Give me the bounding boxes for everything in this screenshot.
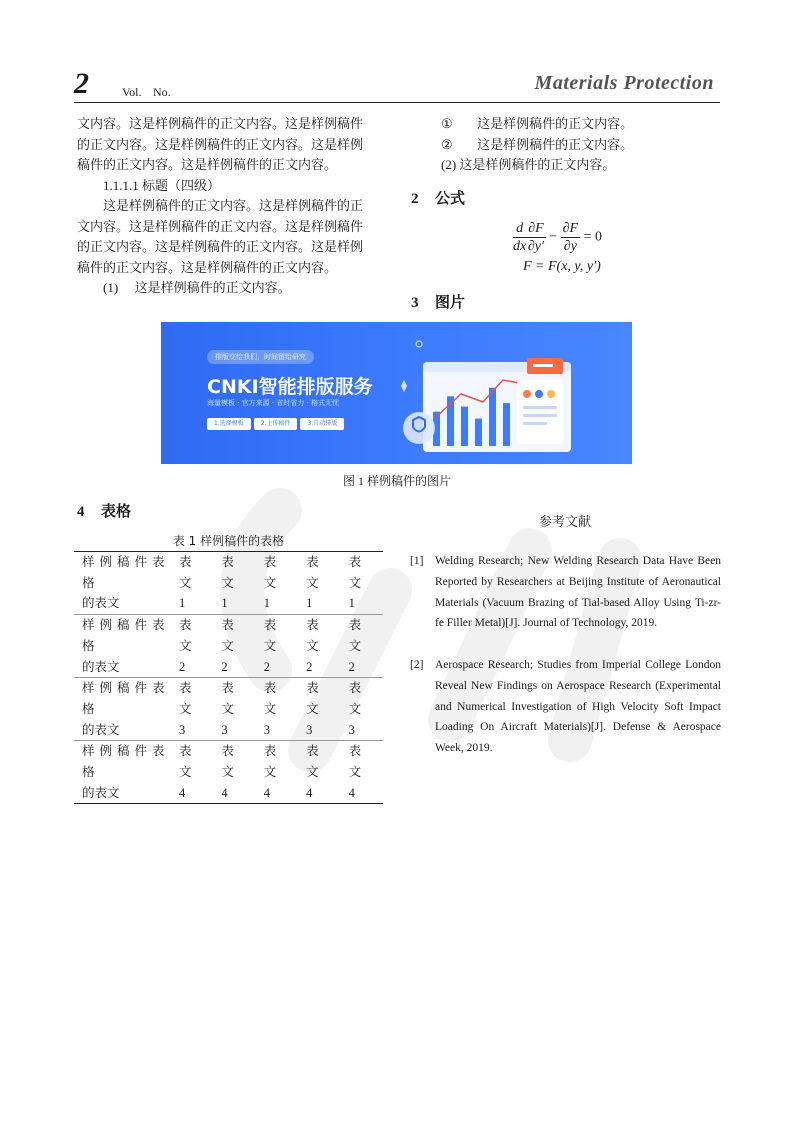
section-title: 公式 — [435, 189, 466, 207]
table-cell: 表文 — [178, 744, 197, 780]
table-cell: 表文 — [221, 555, 239, 590]
table-cell: 1 — [256, 593, 298, 614]
table-cell-label: 的表文 — [74, 720, 171, 741]
fraction-d-dx — [513, 220, 526, 255]
section-heading-table — [77, 500, 131, 521]
figure-caption: 图 1 样例稿件的图片 — [342, 474, 451, 488]
table-cell: 表文 — [348, 681, 367, 716]
table-cell: 表文 — [221, 744, 239, 780]
table-cell: 表文 — [263, 744, 282, 780]
banner-subtitle: 海量模板 · 官方来源 · 省时省力 · 格式无忧 — [207, 399, 340, 407]
illustration-dot — [547, 390, 555, 398]
table-cell: 表文 — [263, 618, 282, 653]
illustration-dot — [523, 390, 531, 398]
table-cell: 4 — [263, 785, 270, 800]
table-cell: 表文 — [263, 681, 282, 716]
fraction-dF-dy — [561, 220, 580, 255]
section-heading-figure — [411, 291, 465, 312]
table-cell: 2 — [341, 657, 383, 678]
reference-text: Aerospace Research; Studies from Imperial College London Reveal New Findings on Aerospace Research (Experimental and Numerical Investigation of High Velocity Soft Impact Loading On Aircraft Materials)[J]. Defense & Aerospace Week, 2019. — [435, 659, 721, 755]
body-line: 稿件的正文内容。这是样例稿件的正文内容。 — [77, 157, 338, 172]
table-cell-label: 样例稿件表格 — [82, 618, 170, 653]
table-cell: 2 — [298, 657, 340, 678]
body-line: 稿件的正文内容。这是样例稿件的正文内容。 — [77, 259, 338, 275]
fraction-numerator: d — [513, 220, 526, 238]
illustration-text-line — [523, 422, 547, 425]
illustration-bar — [503, 403, 510, 446]
illustration-bar — [475, 419, 482, 446]
illustration-bar — [461, 407, 468, 446]
table-cell: 1 — [298, 593, 340, 614]
table-row — [74, 720, 383, 741]
list-item — [77, 278, 382, 299]
fraction-denominator: ∂y′ — [527, 239, 545, 254]
body-line: 这是样例稿件的正文内容。这是样例稿件的正 — [103, 198, 364, 213]
table-cell: 表文 — [221, 618, 239, 653]
equals-zero: = 0 — [583, 229, 602, 245]
list-item-number: (1) — [103, 280, 119, 295]
table-cell: 表文 — [306, 618, 324, 653]
section-number: 2 — [411, 191, 419, 207]
page-number: 2 — [74, 67, 89, 100]
banner-step: 3.自动排版 — [300, 418, 344, 430]
table-cell: 表文 — [221, 681, 239, 716]
issue-label: No. — [153, 85, 171, 99]
body-line: 文内容。这是样例稿件的正文内容。这是样例稿件 — [77, 218, 364, 234]
body-line: 的正文内容。这是样例稿件的正文内容。这是样例 — [77, 239, 364, 254]
table-cell-label: 的表文 — [74, 657, 171, 678]
table-cell: 4 — [221, 785, 228, 800]
fraction-numerator: ∂F — [562, 221, 579, 236]
table-caption: 表 1 样例稿件的表格 — [172, 534, 285, 548]
circle-list-item — [441, 135, 633, 156]
reference-item — [410, 655, 721, 759]
fraction-numerator: ∂F — [528, 221, 544, 236]
body-line: 文内容。这是样例稿件的正文内容。这是样例稿件 — [77, 116, 364, 131]
table-cell: 表文 — [306, 681, 324, 716]
table-cell: 1 — [213, 593, 255, 614]
table-cell: 4 — [348, 785, 355, 800]
table-cell-label: 的表文 — [74, 593, 171, 614]
table-cell: 4 — [178, 785, 186, 800]
circle-item-text: 这是样例稿件的正文内容。 — [477, 137, 634, 152]
reference-number: [1] — [410, 555, 424, 567]
sample-table — [74, 551, 383, 804]
banner-illustration — [391, 336, 626, 460]
section-title: 表格 — [101, 502, 132, 520]
subheading-level4: 1.1.1.1 标题（四级） — [103, 177, 221, 193]
table-cell: 2 — [171, 657, 213, 678]
illustration-dot — [535, 390, 543, 398]
fraction-dF-dy-prime — [526, 220, 545, 255]
table-cell: 3 — [298, 720, 340, 741]
table-cell: 表文 — [348, 744, 367, 780]
illustration-card-line — [533, 364, 553, 367]
table-row — [74, 615, 383, 657]
table-row — [74, 593, 383, 614]
fraction-denominator: ∂y — [563, 239, 577, 254]
formula-line-2: F = F(x, y, y′) — [523, 259, 601, 274]
table-cell: 表文 — [178, 618, 197, 653]
banner-steps — [207, 418, 344, 430]
header-rule — [74, 102, 720, 103]
circle-list-item — [441, 114, 633, 135]
cnki-banner-image — [161, 322, 632, 464]
table-cell: 1 — [171, 593, 213, 614]
reference-item — [410, 551, 721, 634]
volume-label: Vol. — [122, 85, 142, 99]
banner-tag: 排版交给我们，时间留给研究 — [207, 350, 314, 364]
section-title: 图片 — [435, 293, 466, 311]
table-row — [74, 783, 383, 804]
table-cell-label: 样例稿件表格 — [82, 681, 170, 716]
references-title: 参考文献 — [538, 515, 591, 530]
table-row — [74, 552, 383, 594]
table-cell: 表文 — [306, 744, 324, 780]
reference-text: Welding Research; New Welding Research Data Have Been Reported by Researchers at Beijing Institute of Aeronautical Materials (Vacuum Brazing of Tial-based Alloy Using Ti-zr-fe Filler Metal)[J]. Journal of Technology, 2019. — [435, 555, 721, 630]
illustration-bar — [489, 388, 496, 446]
table-cell: 3 — [341, 720, 383, 741]
reference-number: [2] — [410, 659, 424, 671]
table-row — [74, 678, 383, 720]
table-cell: 表文 — [263, 555, 282, 590]
decor-circle-icon — [416, 341, 422, 347]
euler-lagrange-formula — [513, 220, 602, 275]
section-number: 4 — [77, 504, 85, 520]
circle-item-text: 这是样例稿件的正文内容。 — [477, 116, 634, 131]
table-cell: 4 — [306, 785, 313, 800]
table-cell-label: 的表文 — [82, 785, 120, 800]
table-cell: 2 — [256, 657, 298, 678]
table-cell: 表文 — [178, 555, 197, 590]
table-cell: 表文 — [348, 555, 367, 590]
list-item-text: 这是样例稿件的正文内容。 — [134, 280, 291, 295]
circle-marker: ① — [441, 116, 453, 131]
banner-title: CNKI智能排版服务 — [207, 376, 373, 398]
table-row — [74, 657, 383, 678]
table-cell-label: 样例稿件表格 — [82, 744, 170, 780]
sparkle-icon — [401, 380, 407, 392]
banner-step: 2.上传稿件 — [254, 418, 298, 430]
table-cell: 表文 — [306, 555, 324, 590]
body-line: 的正文内容。这是样例稿件的正文内容。这是样例 — [77, 136, 364, 152]
illustration-text-line — [523, 414, 557, 417]
table-row — [74, 741, 383, 783]
illustration-text-line — [523, 406, 557, 409]
minus-sign: − — [549, 229, 558, 245]
circle-marker: ② — [441, 137, 453, 152]
table-cell: 表文 — [178, 681, 197, 716]
list-item: (2) 这是样例稿件的正文内容。 — [441, 157, 616, 172]
illustration-panel — [517, 380, 563, 444]
section-number: 3 — [411, 295, 419, 311]
table-cell: 表文 — [348, 618, 367, 653]
table-cell: 3 — [213, 720, 255, 741]
table-cell-label: 样例稿件表格 — [82, 555, 170, 590]
table-cell: 1 — [341, 593, 383, 614]
fraction-denominator: dx — [513, 239, 527, 254]
journal-name: Materials Protection — [534, 72, 714, 94]
table-cell: 2 — [213, 657, 255, 678]
table-cell: 3 — [256, 720, 298, 741]
banner-step: 1.选择模板 — [207, 418, 251, 430]
table-cell: 3 — [171, 720, 213, 741]
section-heading-formula — [411, 187, 465, 208]
left-column — [77, 114, 382, 299]
